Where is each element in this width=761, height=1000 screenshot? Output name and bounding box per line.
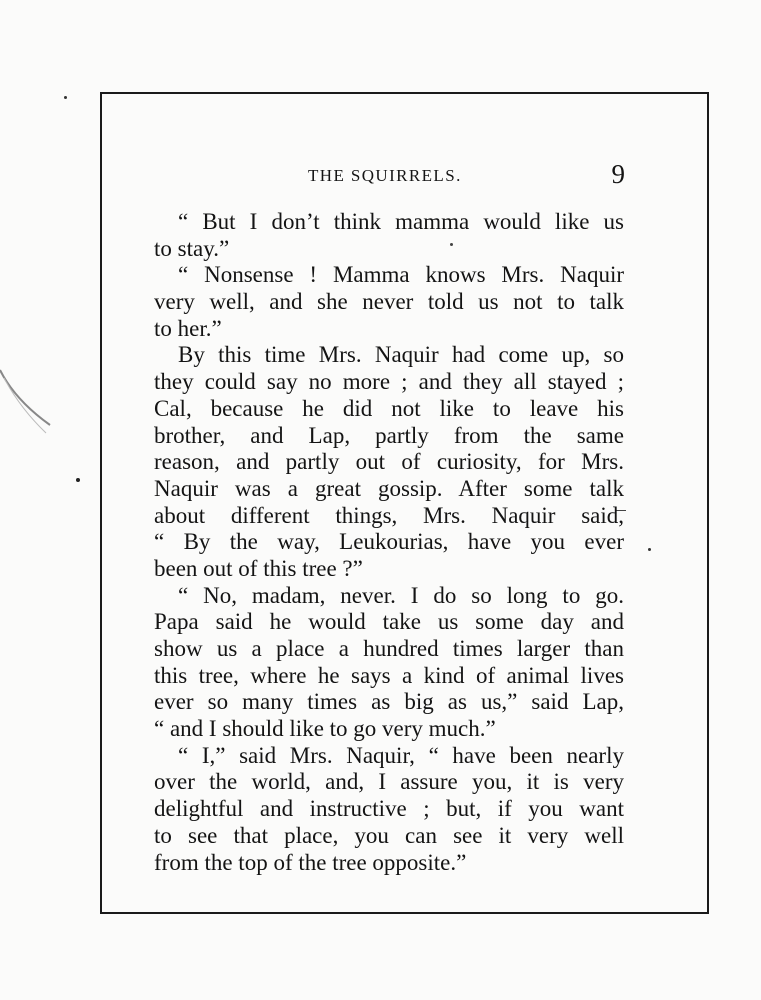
text-line: they could say no more ; and they all stayed ; [154,369,624,395]
text-line: to her.” [154,315,222,341]
text-line: “ No, madam, never. I do so long to go. [178,582,624,608]
text-line: delightful and instructive ; but, if you want [154,796,624,822]
text-line: to stay.” [154,235,230,261]
text-line: brother, and Lap, partly from the same [154,422,624,448]
text-line: “ But I don’t think mamma would like us [178,209,624,234]
text-line: “ Nonsense ! Mamma knows Mrs. Naquir [178,262,624,288]
running-head: THE SQUIRRELS. [308,166,462,185]
text-line: reason, and partly out of curiosity, for Mrs. [154,449,624,475]
text-line: “ I,” said Mrs. Naquir, “ have been nearly [178,742,624,768]
text-line: show us a place a hundred times larger than [154,636,624,661]
page-number: 9 [611,159,625,189]
page-header [102,159,707,196]
page-border [100,92,709,914]
text-line: over the world, and, I assure you, it is very [154,769,624,795]
text-line: “ and I should like to go very much.” [154,716,496,742]
text-line: “ By the way, Leukourias, have you ever [154,529,624,555]
scan-edge-artifact [0,250,60,440]
text-line: ever so many times as big as us,” said Lap, [154,689,624,715]
text-line: been out of this tree ?” [154,555,363,581]
text-line: Naquir was a great gossip. After some talk [154,475,624,501]
text-line: to see that place, you can see it very well [154,822,624,848]
speck-mark [76,478,80,482]
text-line: from the top of the tree opposite.” [154,849,467,875]
text-line: Papa said he would take us some day and [154,609,624,635]
text-line: about different things, Mrs. Naquir said, [154,502,624,528]
text-line: this tree, where he says a kind of animal lives [154,662,624,688]
text-line: By this time Mrs. Naquir had come up, so [178,342,624,368]
speck-mark [64,96,67,99]
body-text [154,209,624,876]
text-line: Cal, because he did not like to leave his [154,395,624,421]
text-line: very well, and she never told us not to talk [154,289,624,315]
